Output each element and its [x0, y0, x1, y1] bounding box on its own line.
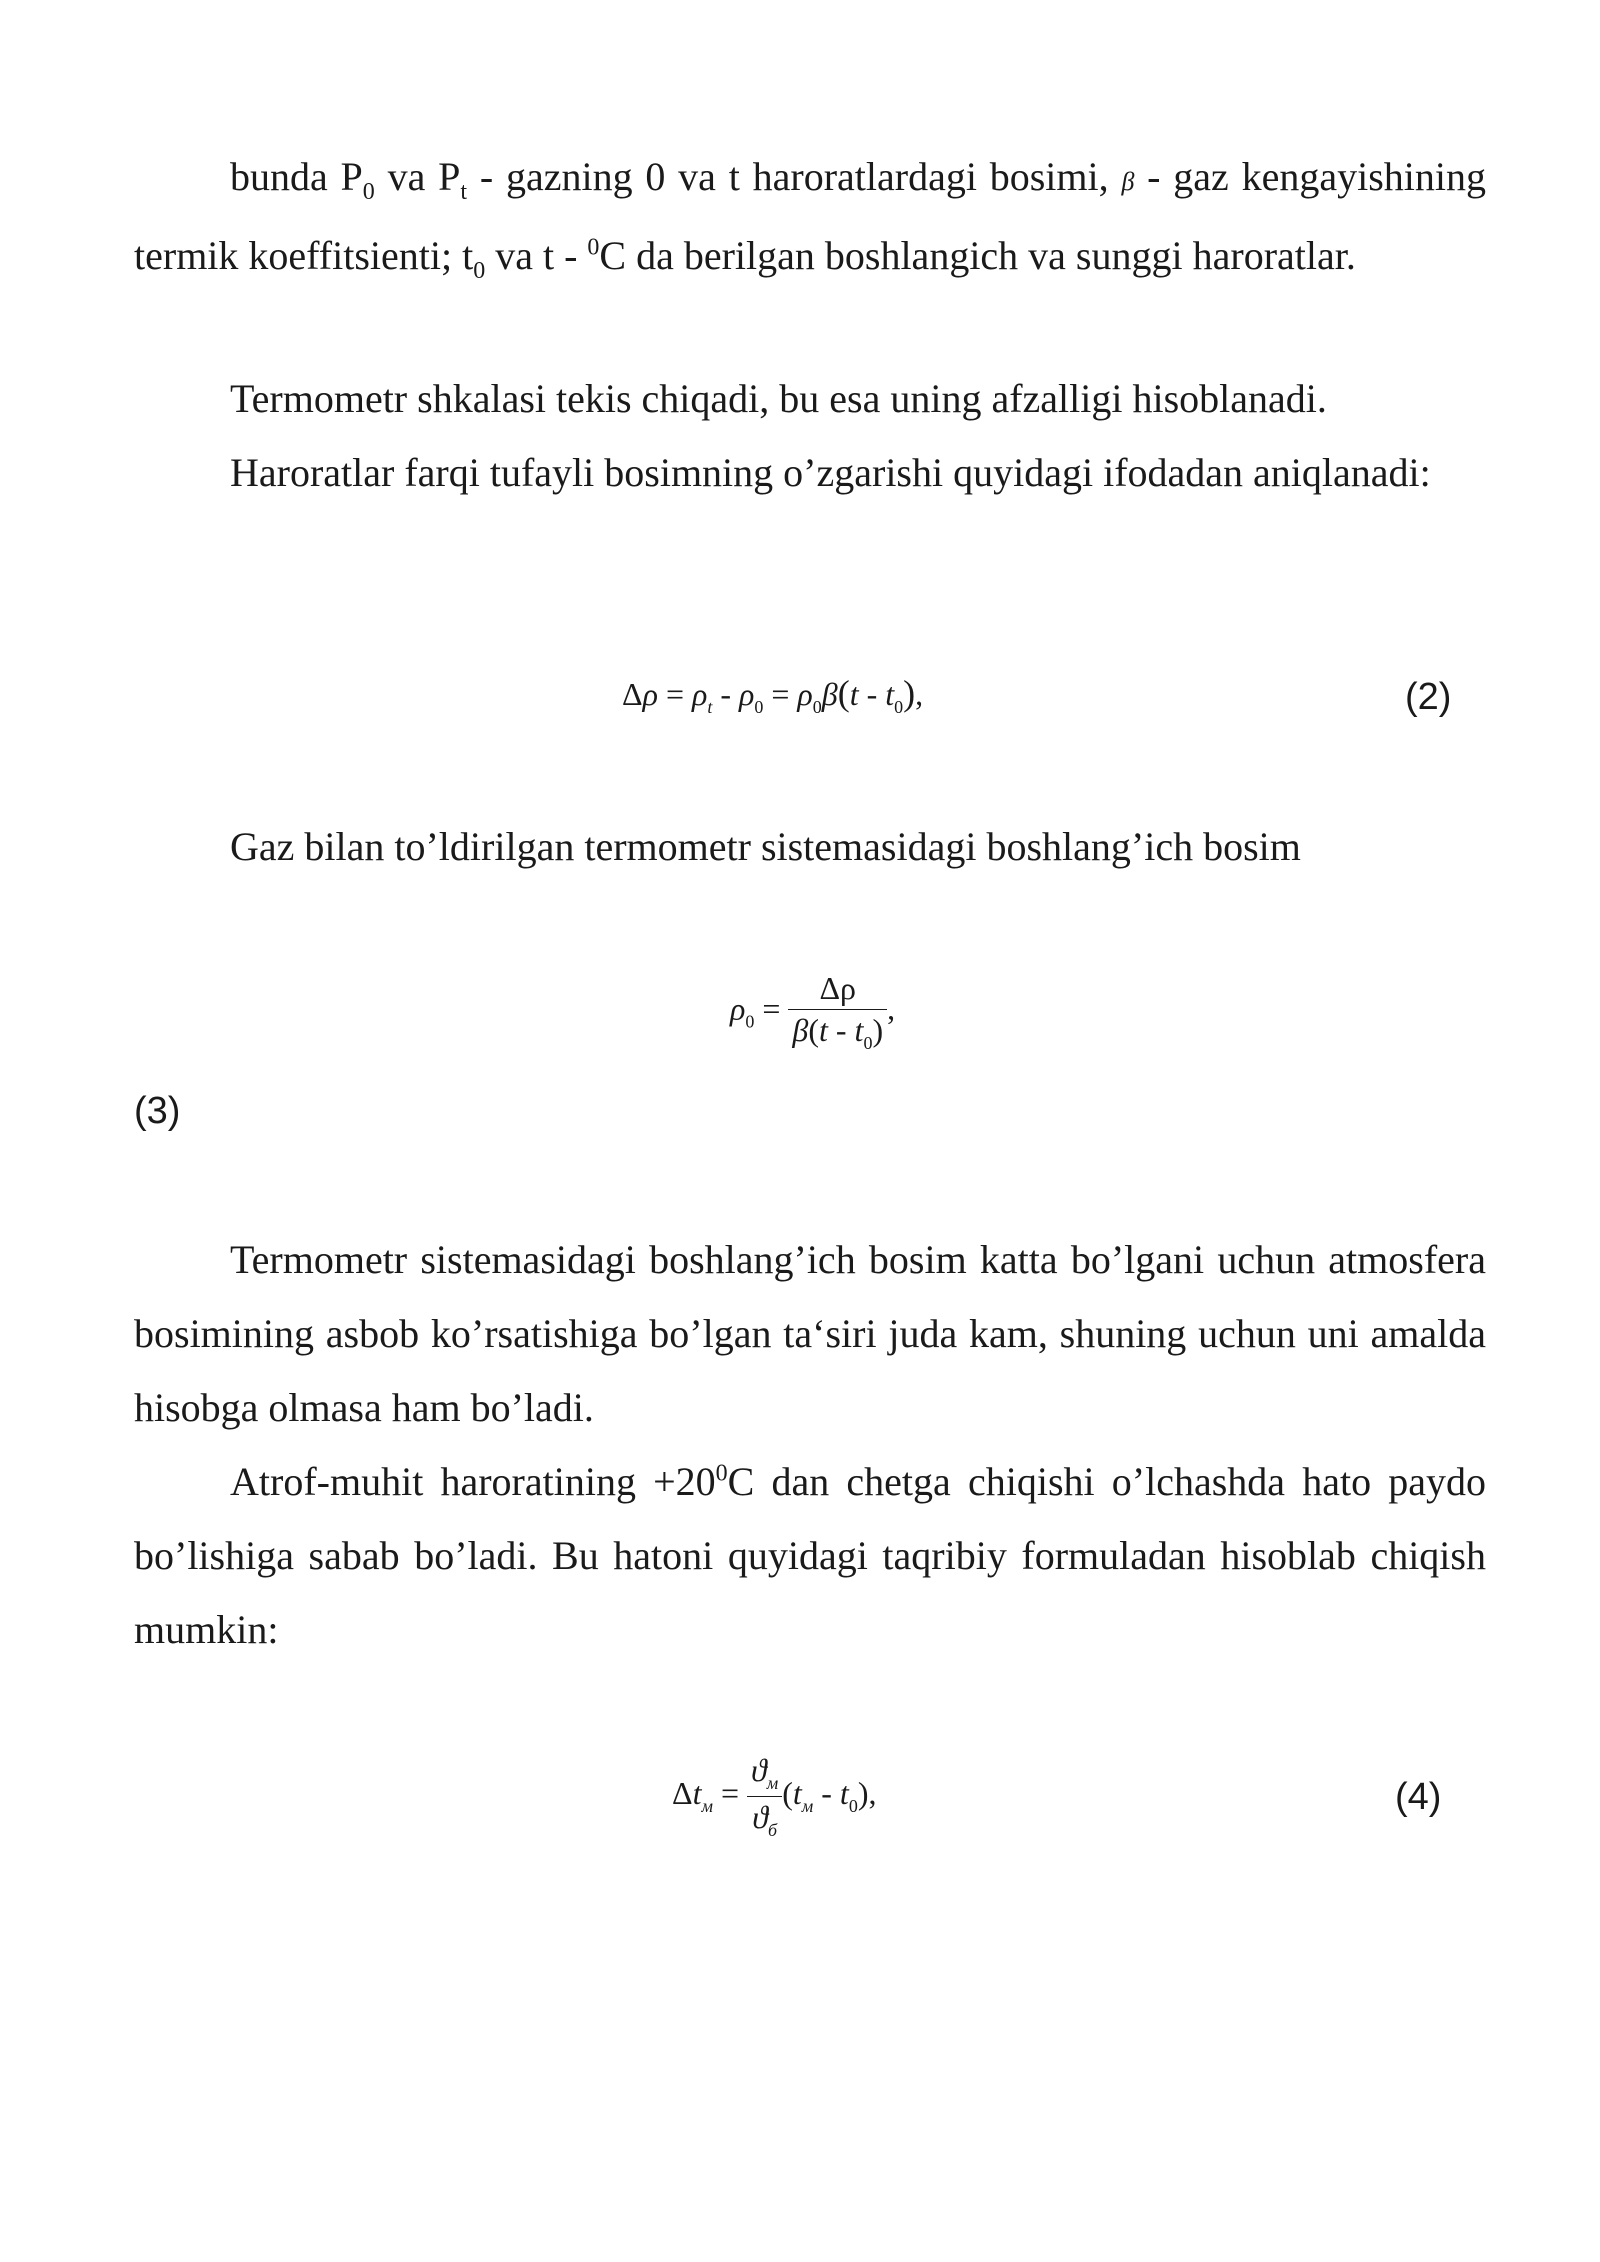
paragraph-definitions: bunda $P_0$ va $P_t$ - gazning 0 va t haroratlardagi bosimi, β - gaz kengayishining termik koeffitsienti; $t_0$ va t - $^0$C da berilgan boshlangich va sunggi haroratlar. [134, 154, 1487, 284]
equation-3: $\rho_0$ = $\frac{\Delta\rho}{\beta(t - t_0)}$ , [730, 970, 896, 1053]
paragraph-atmospheric: Termometr sistemasidagi boshlang’ich bosim katta bo’lgani uchun atmosfera bosimining asbob ko’rsatishiga bo’lgan ta‘siri juda kam, shuning uchun uni amalda hisobga olmasa ham bo’ladi. [134, 1237, 1486, 1430]
beta-symbol: β [1121, 167, 1135, 196]
equation-2: $\Delta\rho = \rho_t - \rho_0 = \rho_0\beta(t - t_0)$, [622, 673, 924, 717]
paragraph-scale: Termometr shkalasi tekis chiqadi, bu esa uning afzalligi hisoblanadi. [230, 376, 1327, 421]
paragraph-pressure-change: Haroratlar farqi tufayli bosimning o’zgarishi quyidagi ifodadan aniqlanadi: [230, 450, 1431, 495]
paragraph-initial-pressure: Gaz bilan to’ldirilgan termometr sistemasidagi boshlang’ich bosim [230, 824, 1301, 869]
fraction: $\frac{\Delta\rho}{\beta(t - t_0)}$ [788, 970, 887, 1054]
equation-4: $\Delta t_м$ = $\frac{ϑ_м}{ϑ_б}$ $(t_м - t_0)$, [672, 1752, 877, 1840]
paragraph-ambient-error: Atrof-muhit haroratining $+20^0C$ dan chetga chiqishi o’lchashda hato paydo bo’lishiga sabab bo’ladi. Bu hatoni quyidagi taqribiy formuladan hisoblab chiqish mumkin: [134, 1459, 1486, 1652]
equation-number-3: (3) [134, 1090, 181, 1132]
equation-number-4: (4) [1395, 1776, 1442, 1818]
fraction: $\frac{ϑ_м}{ϑ_б}$ [747, 1752, 782, 1841]
equation-number-2: (2) [1405, 676, 1452, 718]
